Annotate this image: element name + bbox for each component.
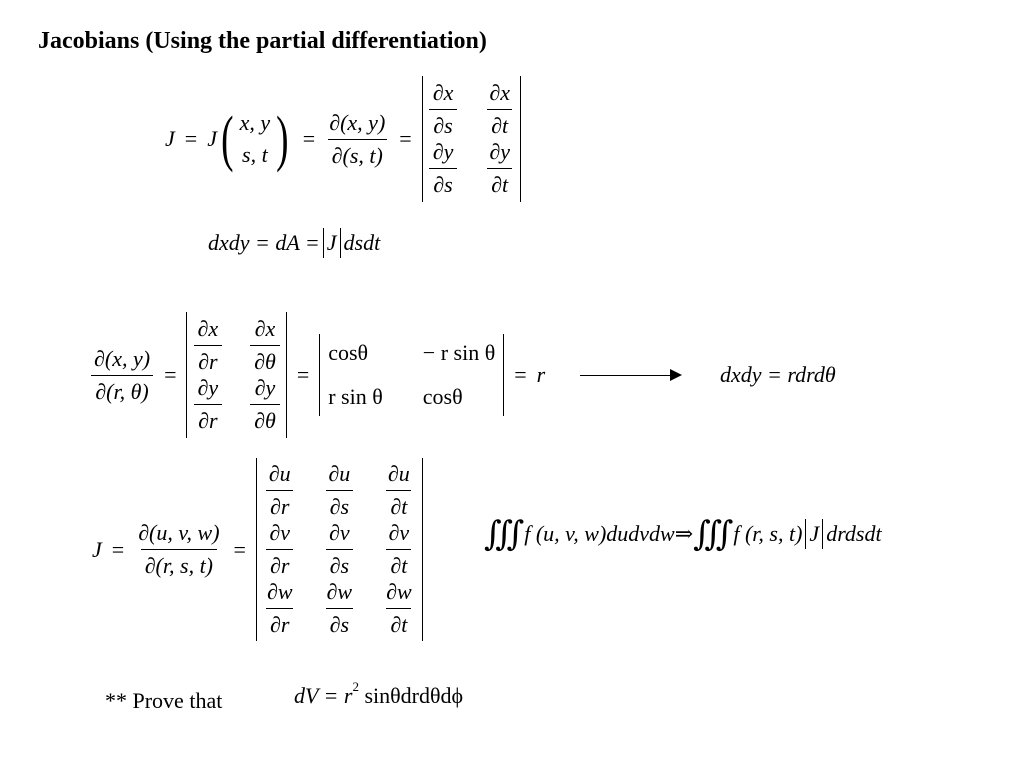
numerator: ∂(x, y): [329, 109, 386, 135]
equals-sign: =: [302, 126, 316, 151]
dx-dr: $\frac{\partial x}{\partial r}$: [193, 316, 222, 375]
dxdy-da: dxdy = dA =: [208, 230, 320, 255]
dw-dr: $\frac{\partial w}{\partial r}$: [266, 579, 293, 637]
dx-ds: $\frac{\partial x}{\partial s}$: [429, 80, 458, 139]
dsdt: dsdt: [343, 230, 381, 255]
partial-fraction-xy-rtheta: [90, 346, 154, 405]
left-paren: (: [221, 105, 234, 173]
numerator: ∂(x, y): [94, 345, 151, 371]
dy-dtheta: $\frac{\partial y}{\partial\theta}$: [250, 375, 280, 434]
spherical-volume-element: [294, 679, 464, 709]
abs-bar-left: [805, 519, 806, 549]
dy-dr: $\frac{\partial y}{\partial r}$: [193, 375, 222, 434]
implies-arrow-line: [580, 375, 672, 376]
equals-sign: =: [296, 362, 310, 387]
f-uvw: f (u, v, w)dudvdw: [524, 521, 675, 546]
variable-fraction: [236, 110, 275, 168]
jacobian-3d-equation: [92, 458, 423, 641]
j-symbol: J: [326, 230, 337, 255]
equals-sign: =: [233, 536, 246, 562]
squared-exponent: 2: [352, 679, 359, 694]
partial-fraction-uvw-rst: [134, 520, 223, 579]
triple-integral-equation: [484, 514, 882, 554]
equals-sign: =: [111, 536, 125, 562]
neg-r-sin-theta: − r sin θ: [422, 340, 496, 365]
denominator: ∂(r, s, t): [141, 549, 217, 579]
triple-integral-sign: ∭: [484, 516, 515, 553]
sin-theta-drdthetadphi: sinθdrdθdϕ: [364, 683, 464, 708]
right-paren: ): [276, 105, 289, 173]
implies-symbol: ⇒: [674, 521, 694, 546]
partial-fraction-xy-st: [325, 110, 389, 169]
determinant-2x2: [422, 76, 521, 202]
dv-dt: $\frac{\partial v}{\partial t}$: [382, 520, 416, 579]
equals-sign: =: [514, 362, 527, 387]
denominator-st: s, t: [242, 142, 268, 167]
dw-ds: $\frac{\partial w}{\partial s}$: [326, 579, 353, 637]
polar-jacobian-equation: [90, 312, 545, 438]
j-symbol: J: [207, 126, 217, 151]
cos-theta: cosθ: [328, 340, 369, 365]
r-result: r: [536, 362, 546, 387]
denominator: ∂(s, t): [328, 139, 387, 169]
abs-bar-right: [340, 228, 341, 258]
denominator: ∂(r, θ): [91, 375, 152, 405]
numerator-xy: x, y: [239, 110, 271, 135]
equals-sign: =: [184, 126, 198, 151]
dy-dt: $\frac{\partial y}{\partial t}$: [485, 139, 514, 198]
jacobian-definition-equation: [165, 76, 521, 202]
f-rst: f (r, s, t): [733, 521, 803, 546]
implies-arrow-head: [670, 369, 682, 381]
equals-sign: =: [399, 126, 412, 151]
du-ds: $\frac{\partial u}{\partial s}$: [323, 461, 357, 520]
dv-dr: $\frac{\partial v}{\partial r}$: [263, 520, 297, 579]
dx-dt: $\frac{\partial x}{\partial t}$: [485, 80, 514, 139]
page-title: Jacobians (Using the partial differentiation): [38, 28, 487, 54]
prove-label: ** Prove that: [105, 688, 223, 713]
du-dr: $\frac{\partial u}{\partial r}$: [263, 461, 297, 520]
abs-bar-left: [323, 228, 324, 258]
dy-ds: $\frac{\partial y}{\partial s}$: [429, 139, 458, 198]
r-sin-theta: r sin θ: [328, 384, 383, 409]
j-symbol: J: [809, 521, 820, 546]
cos-theta: cosθ: [422, 384, 463, 409]
equals-sign: =: [164, 362, 177, 387]
j-symbol: J: [165, 126, 175, 151]
drdsdt: drdsdt: [826, 521, 882, 546]
numerator: ∂(u, v, w): [138, 520, 220, 545]
triple-integral-sign: ∭: [693, 516, 724, 553]
dv-ds: $\frac{\partial v}{\partial s}$: [323, 520, 357, 579]
determinant-3x3: [256, 458, 423, 641]
area-element-equation: [208, 228, 380, 258]
determinant-partials-polar: [186, 312, 286, 438]
abs-bar-right: [822, 519, 823, 549]
j-symbol: J: [92, 536, 102, 562]
du-dt: $\frac{\partial u}{\partial t}$: [387, 461, 410, 519]
determinant-trig: [319, 334, 504, 416]
polar-area-element: dxdy = rdrdθ: [720, 362, 836, 387]
dw-dt: $\frac{\partial w}{\partial t}$: [386, 579, 412, 637]
dx-dtheta: $\frac{\partial x}{\partial\theta}$: [250, 316, 280, 375]
dv-eq-r: dV = r: [294, 683, 353, 708]
